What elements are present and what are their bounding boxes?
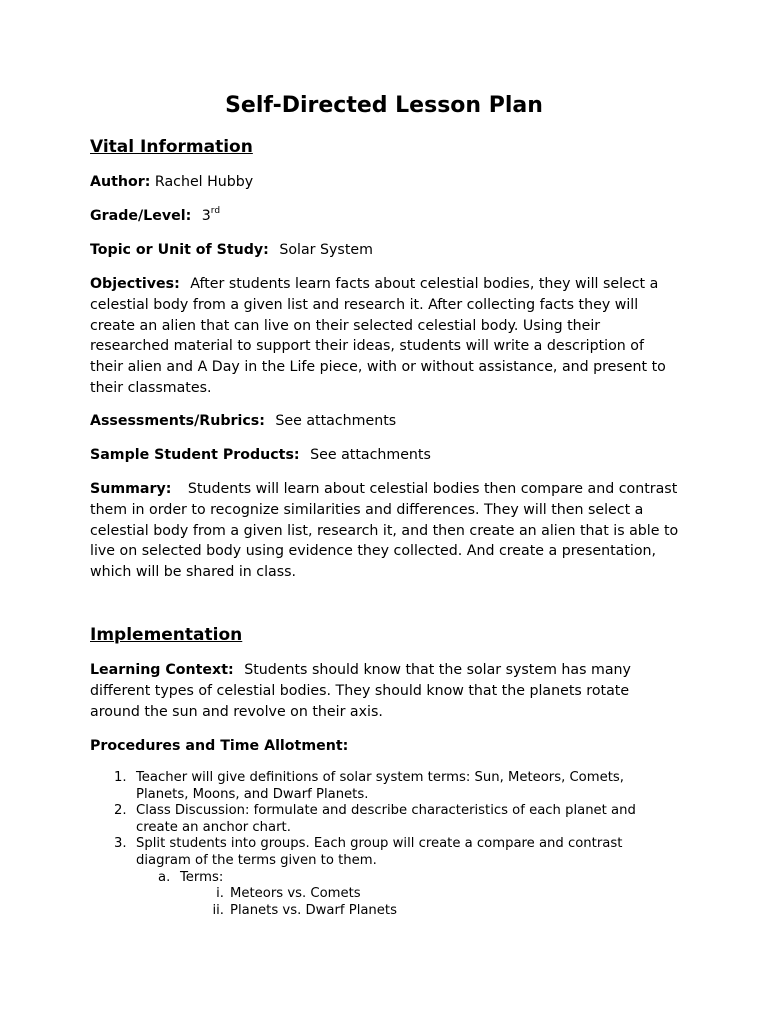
procedures-list (90, 770, 670, 919)
objectives-value: After students learn facts about celestial bodies, they will select a celestial body from a given list and research it. After collecting facts they will create an alien that can live on their selected celestial body. Using their researched material to support their ideas, students will write a description of their alien and A Day in the Life piece, with or without assistance, and present to their classmates. (90, 276, 666, 396)
list-item-text: Teacher will give definitions of solar system terms: Sun, Meteors, Comets, Planets, Moons, and Dwarf Planets. (136, 770, 624, 802)
document-title: Self-Directed Lesson Plan (225, 93, 543, 118)
sub-sub-list-item (90, 903, 670, 920)
list-item-number: 2. (114, 803, 127, 819)
topic-label: Topic or Unit of Study: (90, 242, 269, 258)
list-item-number: 1. (114, 770, 127, 785)
sub-list-item-letter: a. (158, 869, 171, 885)
sub-sub-list-item-text: Meteors vs. Comets (230, 886, 361, 902)
list-item-text: Class Discussion: formulate and describe characteristics of each planet and create an anchor chart. (136, 803, 636, 835)
assessments-field (90, 411, 680, 432)
learning-context-label: Learning Context: (90, 662, 234, 678)
samples-field (90, 445, 680, 466)
author-field (90, 172, 680, 193)
grade-value: 3 (201, 208, 211, 224)
sub-list-item-text: Terms: (180, 869, 224, 885)
sub-sub-list-item-text: Planets vs. Dwarf Planets (230, 902, 397, 918)
list-item-number: 3. (114, 836, 127, 852)
procedures-heading: Procedures and Time Allotment: (90, 738, 349, 754)
sub-list-item (90, 870, 670, 887)
objectives-label: Objectives: (90, 276, 180, 292)
topic-field (90, 240, 680, 261)
summary-label: Summary: (90, 481, 172, 497)
learning-context-value: Students should know that the solar system has many different types of celestial bodies. They should know that the planets rotate around the sun and revolve on their axis. (90, 662, 631, 720)
grade-field (90, 206, 680, 227)
samples-label: Sample Student Products: (90, 447, 300, 463)
sub-sub-list-item-numeral: ii. (212, 902, 224, 918)
samples-value: See attachments (310, 447, 431, 463)
list-item (90, 770, 670, 803)
assessments-value: See attachments (275, 413, 397, 429)
topic-value: Solar System (279, 242, 373, 258)
list-item (90, 836, 670, 869)
sub-sub-list-item-numeral: i. (216, 886, 224, 902)
list-item-text: Split students into groups. Each group will create a compare and contrast diagram of the terms given to them. (136, 836, 623, 868)
assessments-label: Assessments/Rubrics: (90, 413, 265, 429)
objectives-field (90, 274, 680, 399)
sub-sub-list-item (90, 886, 670, 903)
author-label: Author: (90, 174, 151, 190)
section-heading-vital-information: Vital Information (90, 137, 253, 157)
learning-context-field (90, 660, 680, 722)
list-item (90, 803, 670, 836)
summary-field (90, 479, 680, 583)
summary-value: Students will learn about celestial bodies then compare and contrast them in order to recognize similarities and differences. They will then select a celestial body from a given list, research it, and then create an alien that is able to live on selected body using evidence they collected. And create a presentation, which will be shared in class. (90, 481, 679, 581)
grade-label: Grade/Level: (90, 208, 192, 224)
author-value: Rachel Hubby (154, 174, 254, 190)
section-heading-implementation: Implementation (90, 625, 243, 645)
grade-suffix: rd (210, 206, 221, 217)
